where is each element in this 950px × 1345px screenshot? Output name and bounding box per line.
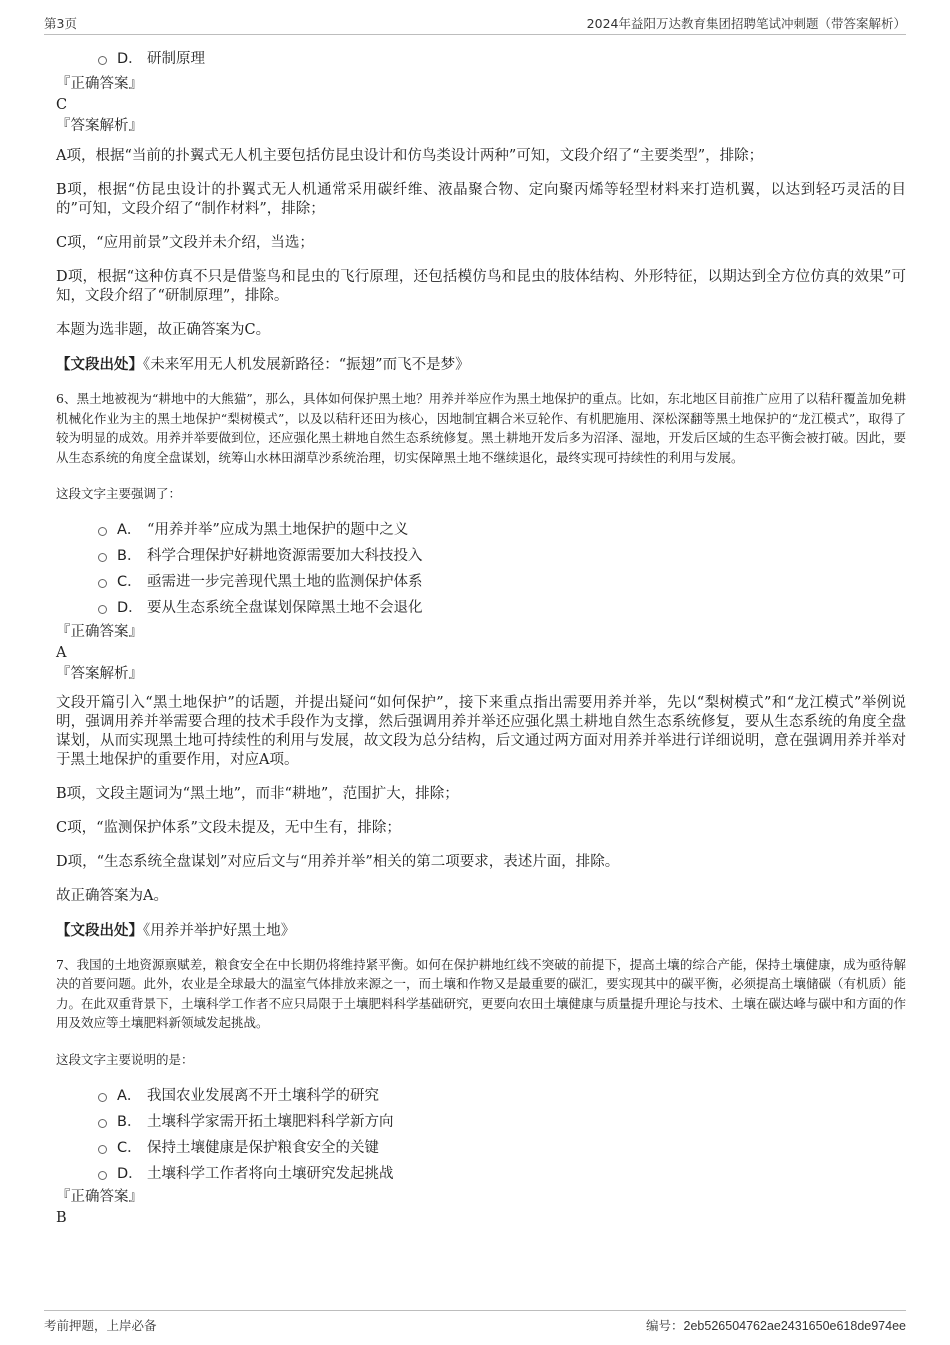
page-header <box>44 12 906 35</box>
source-label: 【文段出处】 <box>56 921 143 939</box>
q7-correct-label: 『正确答案』 <box>56 1189 143 1205</box>
page-footer <box>44 1310 906 1336</box>
q5-source <box>56 355 906 375</box>
radio-icon[interactable] <box>98 553 107 562</box>
radio-icon[interactable] <box>98 527 107 536</box>
q5-correct-label: 『正确答案』 <box>56 76 143 92</box>
option-letter: D． <box>117 50 143 67</box>
option-letter: C． <box>117 574 142 590</box>
q6-option-b[interactable] <box>56 542 906 568</box>
q5-option-d[interactable] <box>56 44 906 70</box>
q6-option-a[interactable] <box>56 516 906 542</box>
q6-options <box>56 516 906 620</box>
q5-analysis-label: 『答案解析』 <box>56 118 143 134</box>
source-text: 《用养并举护好黑土地》 <box>143 922 296 939</box>
q6-correct-answer: A <box>56 644 67 661</box>
radio-icon[interactable] <box>98 1093 107 1102</box>
document-body <box>56 44 906 1229</box>
source-label: 【文段出处】 <box>56 356 143 373</box>
option-text: 土壤科学家需开拓土壤肥料科学新方向 <box>147 1113 394 1130</box>
option-letter: D． <box>117 600 143 616</box>
q7-question: 这段文字主要说明的是： <box>56 1051 194 1067</box>
q6-source <box>56 921 906 941</box>
option-letter: A． <box>117 1087 142 1104</box>
q7-option-b[interactable] <box>56 1107 906 1133</box>
q7-stem: 7、我国的土地资源禀赋差，粮食安全在中长期仍将维持紧平衡。如何在保护耕地红线不突破的前提下，提高土壤的综合产能，保持土壤健康，成为亟待解决的首要问题。此外，农业是全球最大的温室气体排放来源之一，而土壤和作物又是最重要的碳汇，要实现其中的碳平衡，必须提高土壤储碳（有机质）能力。在此双重背景下，土壤科学工作者不应只局限于土壤肥料科学基础研究，更要向农田土壤健康与质量提升理论与技术、土壤在碳达峰与碳中和方面的作用及效应等土壤肥料新领域发起挑战。 <box>56 956 907 1030</box>
q6-stem: 6、黑土地被视为“耕地中的大熊猫”，那么，具体如何保护黑土地？用养并举应作为黑土地保护的重点。比如，东北地区目前推广应用了以秸秆覆盖加免耕机械化作业为主的黑土地保护“梨树模式”，以及以秸秆还田为核心，因地制宜耦合米豆轮作、有机肥施用、深松深翻等黑土地保护的“龙江模式”，取得了较为明显的成效。用养并举要做到位，还应强化黑土耕地自然生态系统修复。黑土耕地开发后多为沼泽、湿地，开发后区域的生态平衡会被打破。因此，要从生态系统的角度全盘谋划，统筹山水林田湖草沙系统治理，切实保障黑土地不继续退化，最终实现可持续性的利用与发展。 <box>56 391 907 465</box>
option-text: 亟需进一步完善现代黑土地的监测保护体系 <box>147 574 423 590</box>
q7-option-a[interactable] <box>56 1081 906 1107</box>
footer-slogan: 考前押题，上岸必备 <box>44 1318 157 1333</box>
radio-icon[interactable] <box>98 1145 107 1154</box>
option-letter: C． <box>117 1139 142 1156</box>
q7-option-d[interactable] <box>56 1159 906 1185</box>
option-text: 土壤科学工作者将向土壤研究发起挑战 <box>147 1165 394 1182</box>
document-code <box>646 1316 906 1334</box>
q6-correct-label: 『正确答案』 <box>56 623 143 640</box>
source-text: 《未来军用无人机发展新路径：“振翅”而飞不是梦》 <box>143 357 470 373</box>
radio-icon[interactable] <box>98 605 107 614</box>
option-text: 研制原理 <box>147 50 205 67</box>
q7-options <box>56 1081 906 1185</box>
radio-icon[interactable] <box>98 579 107 588</box>
option-letter: D． <box>117 1165 143 1182</box>
q6-conclusion: 故正确答案为A。 <box>56 887 168 904</box>
q5-conclusion: 本题为选非题，故正确答案为C。 <box>56 322 271 338</box>
q7-option-c[interactable] <box>56 1133 906 1159</box>
document-title: 2024年益阳万达教育集团招聘笔试冲刺题（带答案解析） <box>586 16 906 31</box>
q7-correct-answer: B <box>56 1210 67 1226</box>
q5-correct-answer: C <box>56 97 68 113</box>
option-text: 保持土壤健康是保护粮食安全的关键 <box>147 1139 379 1156</box>
q6-analysis-c: C项，“监测保护体系”文段未提及，无中生有，排除； <box>56 819 401 836</box>
page-number: 第3页 <box>44 16 77 31</box>
option-text: 科学合理保护好耕地资源需要加大科技投入 <box>147 548 423 564</box>
option-text: 我国农业发展离不开土壤科学的研究 <box>147 1087 379 1104</box>
option-text: “用养并举”应成为黑土地保护的题中之义 <box>147 522 409 538</box>
radio-icon[interactable] <box>98 56 107 65</box>
radio-icon[interactable] <box>98 1171 107 1180</box>
q5-analysis-c: C项，“应用前景”文段并未介绍，当选； <box>56 235 314 251</box>
q6-option-d[interactable] <box>56 594 906 620</box>
q6-question: 这段文字主要强调了： <box>56 486 182 501</box>
code-value: 2eb526504762ae2431650e618de974ee <box>683 1319 906 1333</box>
option-letter: B． <box>117 548 142 564</box>
q6-analysis-label: 『答案解析』 <box>56 665 143 682</box>
code-label: 编号： <box>646 1318 684 1333</box>
q6-analysis-main: 文段开篇引入“黑土地保护”的话题，并提出疑问“如何保护”，接下来重点指出需要用养并举，先以“梨树模式”和“龙江模式”举例说明，强调用养并举需要合理的技术手段作为支撑，然后强调用养并举还应强化黑土耕地自然生态系统修复，要从生态系统的角度全盘谋划，从而实现黑土地可持续性的利用与发展，故文段为总分结构，后文通过两方面对用养并举进行详细说明，意在强调用养并举对于黑土地保护的重要作用，对应A项。 <box>56 694 906 768</box>
option-letter: A． <box>117 522 142 538</box>
q6-option-c[interactable] <box>56 568 906 594</box>
q6-analysis-d: D项，“生态系统全盘谋划”对应后文与“用养并举”相关的第二项要求，表述片面，排除。 <box>56 853 620 870</box>
q6-analysis-b: B项，文段主题词为“黑土地”，而非“耕地”，范围扩大，排除； <box>56 785 459 802</box>
q5-analysis-d: D项，根据“这种仿真不只是借鉴鸟和昆虫的飞行原理，还包括模仿鸟和昆虫的肢体结构、外形特征，以期达到全方位仿真的效果”可知，文段介绍了“研制原理”，排除。 <box>56 269 906 304</box>
q5-analysis-b: B项，根据“仿昆虫设计的扑翼式无人机通常采用碳纤维、液晶聚合物、定向聚丙烯等轻型材料来打造机翼，以达到轻巧灵活的目的”可知，文段介绍了“制作材料”，排除； <box>56 182 906 217</box>
q5-analysis-a: A项，根据“当前的扑翼式无人机主要包括仿昆虫设计和仿鸟类设计两种”可知，文段介绍了“主要类型”，排除； <box>56 148 764 164</box>
option-text: 要从生态系统全盘谋划保障黑土地不会退化 <box>147 600 423 616</box>
radio-icon[interactable] <box>98 1119 107 1128</box>
option-letter: B． <box>117 1113 142 1130</box>
